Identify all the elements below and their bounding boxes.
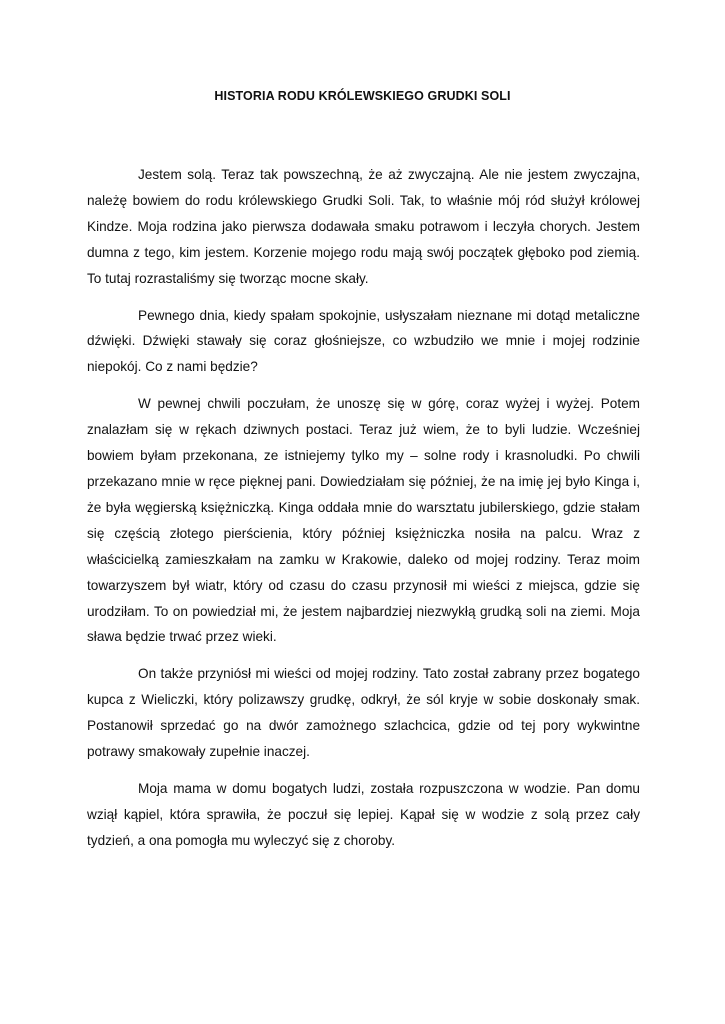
document-body xyxy=(87,162,640,865)
paragraph-5: Moja mama w domu bogatych ludzi, została rozpuszczona w wodzie. Pan domu wziął kąpiel, która sprawiła, że poczuł się lepiej. Kąpał się w wodzie z solą przez cały tydzień, a ona pomogła mu wyleczyć się z choroby. xyxy=(87,780,640,848)
paragraph-4: On także przyniósł mi wieści od mojej rodziny. Tato został zabrany przez bogatego kupca z Wieliczki, który polizawszy grudkę, odkrył, że sól kryje w sobie doskonały smak. Postanowił sprzedać go na dwór zamożnego szlachcica, gdzie od tej pory wykwintne potrawy smakowały zupełnie inaczej. xyxy=(87,666,640,760)
document-title: HISTORIA RODU KRÓLEWSKIEGO GRUDKI SOLI xyxy=(214,89,511,103)
paragraph-2: Pewnego dnia, kiedy spałam spokojnie, usłyszałam nieznane mi dotąd metaliczne dźwięki. Dźwięki stawały się coraz głośniejsze, co wzbudziło we mnie i mojej rodzinie niepokój. Co z nami będzie? xyxy=(87,307,640,375)
paragraph-1: Jestem solą. Teraz tak powszechną, że aż zwyczajną. Ale nie jestem zwyczajna, należę bowiem do rodu królewskiego Grudki Soli. Tak, to właśnie mój ród służył królowej Kindze. Moja rodzina jako pierwsza dodawała smaku potrawom i leczyła chorych. Jestem dumna z tego, kim jestem. Korzenie mojego rodu mają swój początek głęboko pod ziemią. To tutaj rozrastaliśmy się tworząc mocne skały. xyxy=(87,167,640,286)
paragraph-3: W pewnej chwili poczułam, że unoszę się w górę, coraz wyżej i wyżej. Potem znalazłam się w rękach dziwnych postaci. Teraz już wiem, że to byli ludzie. Wcześniej bowiem byłam przekonana, ze istniejemy tylko my – solne rody i krasnoludki. Po chwili przekazano mnie w ręce pięknej pani. Dowiedziałam się później, że na imię jej było Kinga i, że była węgierską księżniczką. Kinga oddała mnie do warsztatu jubilerskiego, gdzie stałam się częścią złotego pierścienia, który później księżniczka nosiła na palcu. Wraz z właścicielką zamieszkałam na zamku w Krakowie, daleko od mojej rodziny. Teraz moim towarzyszem był wiatr, który od czasu do czasu przynosił mi wieści z miejsca, gdzie się urodziłam. To on powiedział mi, że jestem najbardziej niezwykłą grudką soli na ziemi. Moja sława będzie trwać przez wieki. xyxy=(87,396,640,645)
